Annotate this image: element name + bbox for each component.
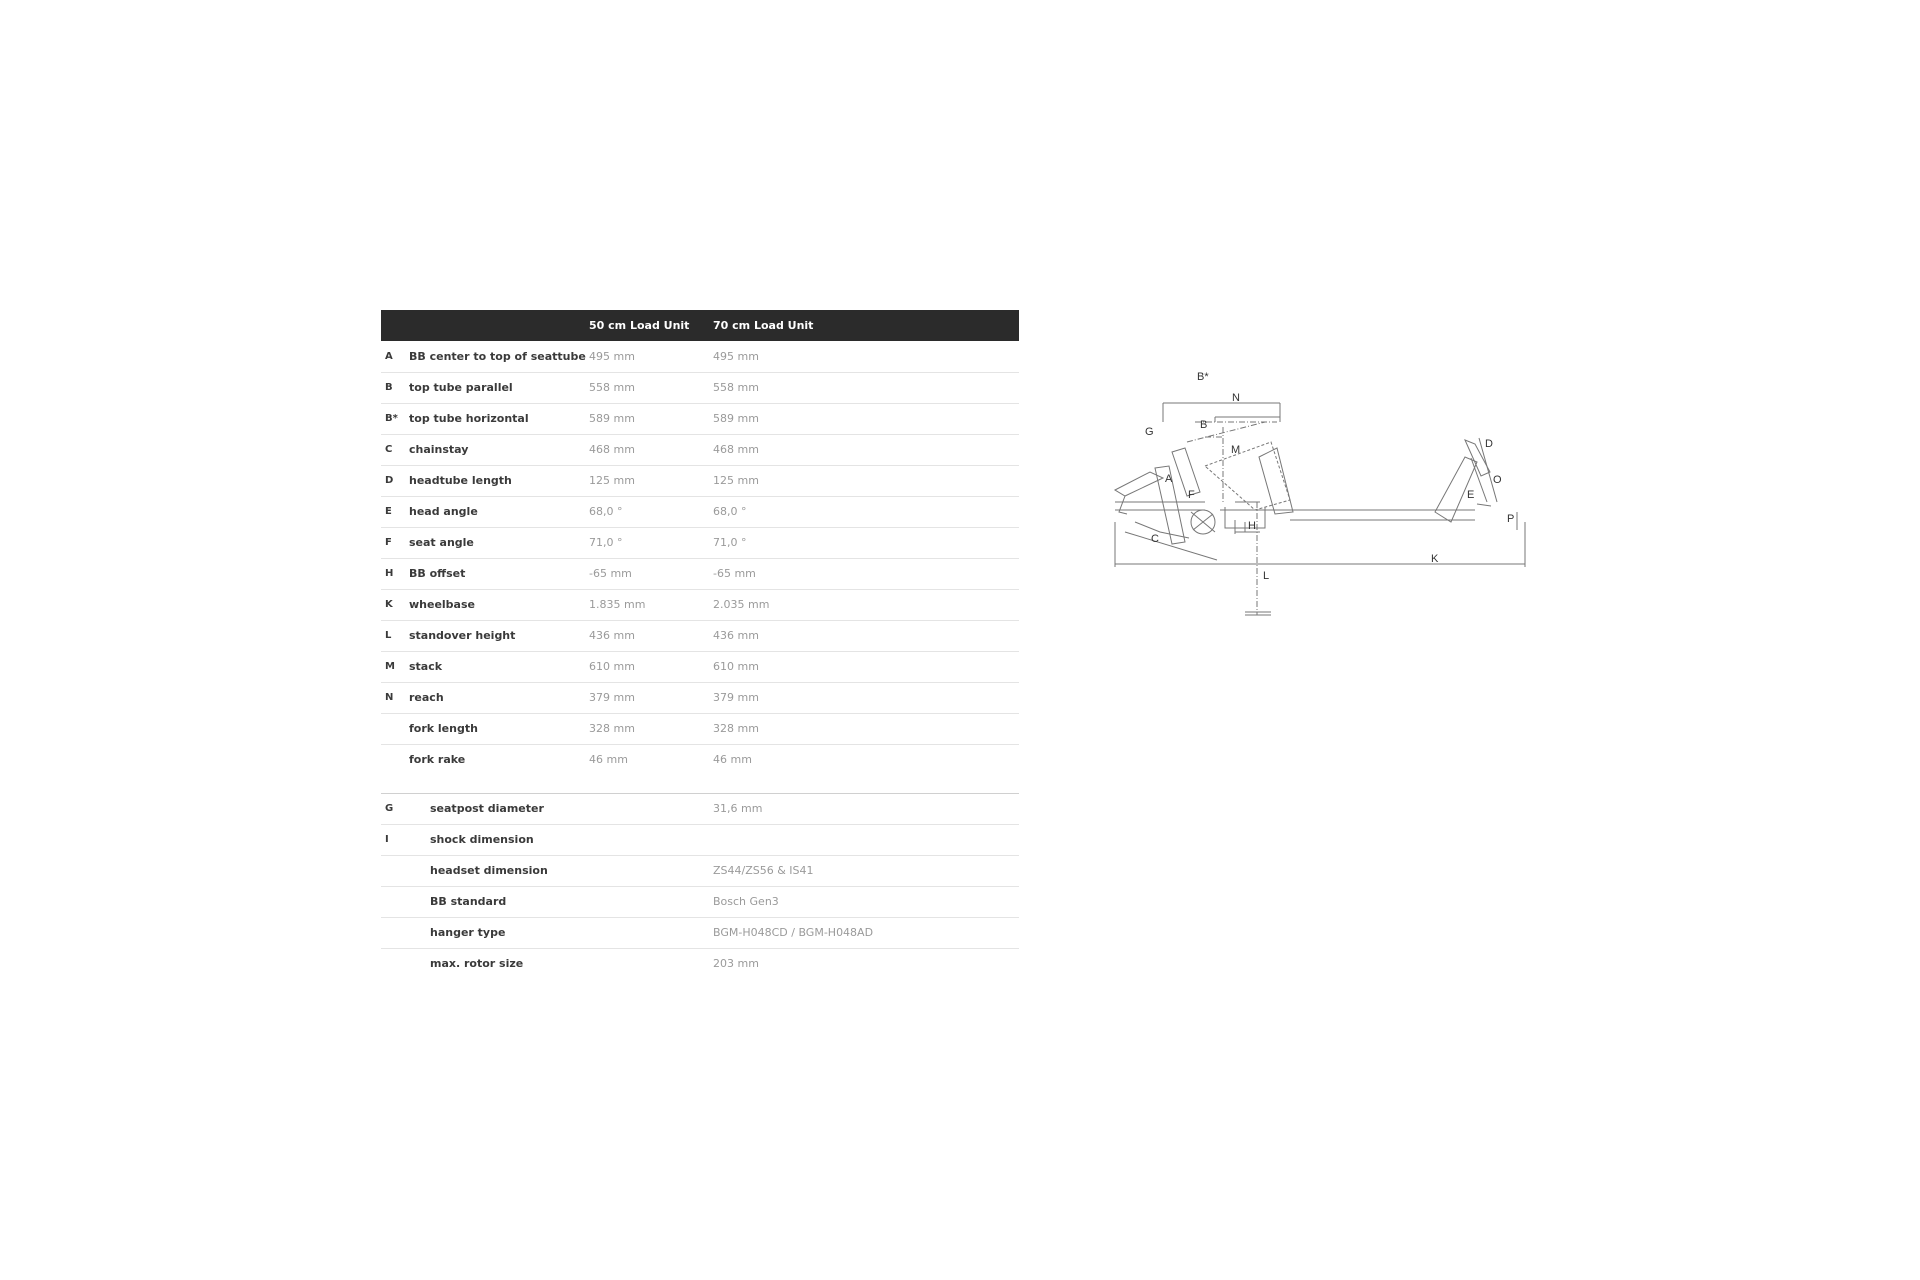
header-50cm: 50 cm Load Unit [589, 319, 690, 332]
value-70cm: 610 mm [713, 660, 759, 673]
label-p: P [1507, 513, 1515, 525]
table-row [381, 527, 1019, 558]
label-b: B [1200, 419, 1208, 431]
value-50cm: 589 mm [589, 412, 635, 425]
label-n: N [1232, 392, 1240, 404]
spec-letter: G [385, 803, 394, 814]
spec-letter [381, 886, 409, 917]
value-70cm: 71,0 ° [713, 536, 747, 549]
spec-label: headset dimension [430, 864, 548, 877]
spec-label: max. rotor size [430, 957, 524, 971]
table-row [381, 682, 1019, 713]
row-label: reach [409, 691, 444, 704]
row-label: top tube horizontal [409, 412, 529, 425]
value-70cm: 328 mm [713, 722, 759, 735]
row-label: head angle [409, 505, 478, 518]
rear-frame-drawing [1115, 448, 1215, 544]
row-label: headtube length [409, 474, 512, 487]
row-letter: M [385, 661, 395, 672]
spec-row [381, 793, 1019, 824]
spec-letter [381, 917, 409, 948]
value-50cm: 558 mm [589, 381, 635, 394]
bike-geometry-diagram [1105, 362, 1565, 632]
row-label: fork rake [409, 753, 466, 767]
row-letter: E [385, 506, 392, 517]
label-b-star: B* [1197, 371, 1209, 383]
spec-label: seatpost diameter [430, 802, 544, 815]
row-letter: F [385, 537, 392, 548]
row-label: standover height [409, 629, 516, 642]
spec-label: shock dimension [430, 833, 534, 846]
table-header-row [381, 310, 1019, 341]
spec-letter: I [385, 834, 389, 845]
section-divider [381, 775, 1019, 793]
value-70cm: 46 mm [713, 753, 752, 767]
table-row [381, 496, 1019, 527]
table-row [381, 465, 1019, 496]
spec-row [381, 917, 1019, 948]
geometry-table [381, 310, 1019, 979]
spec-letter [381, 855, 409, 886]
value-70cm: 436 mm [713, 629, 759, 642]
header-letter [381, 310, 409, 341]
row-label: BB offset [409, 567, 466, 580]
row-letter: L [385, 630, 392, 641]
label-f: F [1188, 489, 1195, 501]
value-50cm: 1.835 mm [589, 598, 646, 611]
value-50cm: 379 mm [589, 691, 635, 704]
main-frame-drawing [1205, 442, 1475, 534]
row-label: stack [409, 660, 443, 673]
table-row [381, 744, 1019, 775]
row-letter: K [385, 599, 393, 610]
spec-label: hanger type [430, 926, 506, 939]
row-letter [381, 744, 409, 775]
value-50cm: 468 mm [589, 443, 635, 456]
value-70cm: 379 mm [713, 691, 759, 704]
value-70cm: 495 mm [713, 349, 759, 363]
table-row [381, 341, 1019, 372]
spec-value: BGM-H048CD / BGM-H048AD [713, 926, 874, 939]
row-label: fork length [409, 722, 478, 735]
spec-row [381, 824, 1019, 855]
spec-value: 31,6 mm [713, 802, 763, 815]
spec-row [381, 886, 1019, 917]
row-letter: N [385, 692, 394, 703]
value-50cm: -65 mm [589, 567, 632, 580]
row-label: seat angle [409, 536, 474, 549]
row-letter: B [385, 382, 393, 393]
svg-defs [0, 0, 1, 1]
label-h: H [1248, 520, 1256, 532]
table-row [381, 713, 1019, 744]
spec-label: BB standard [430, 895, 507, 908]
table-row [381, 372, 1019, 403]
row-label: top tube parallel [409, 381, 513, 394]
label-e: E [1467, 489, 1475, 501]
value-50cm: 495 mm [589, 349, 635, 363]
row-label: BB center to top of seattube [409, 349, 586, 363]
table-row [381, 558, 1019, 589]
label-k: K [1431, 553, 1439, 565]
row-letter: H [385, 568, 394, 579]
spec-letter [381, 948, 409, 979]
spec-row [381, 855, 1019, 886]
spec-value: 203 mm [713, 957, 759, 971]
spec-value [713, 824, 1019, 855]
value-70cm: 2.035 mm [713, 598, 770, 611]
label-l: L [1263, 570, 1270, 582]
value-70cm: 589 mm [713, 412, 759, 425]
label-c: C [1151, 533, 1159, 545]
value-70cm: 125 mm [713, 474, 759, 487]
value-70cm: 68,0 ° [713, 505, 747, 518]
dimension-lines [1115, 403, 1525, 615]
value-50cm: 71,0 ° [589, 536, 623, 549]
spec-row [381, 948, 1019, 979]
value-70cm: 468 mm [713, 443, 759, 456]
row-letter: A [385, 350, 393, 362]
table-row [381, 620, 1019, 651]
value-70cm: 558 mm [713, 381, 759, 394]
row-label: chainstay [409, 443, 469, 456]
value-50cm: 125 mm [589, 474, 635, 487]
table-row [381, 589, 1019, 620]
label-d: D [1485, 438, 1493, 450]
row-letter [381, 713, 409, 744]
row-letter: C [385, 444, 393, 455]
value-50cm: 328 mm [589, 722, 635, 735]
spec-value: ZS44/ZS56 & IS41 [713, 864, 814, 877]
row-letter: D [385, 475, 394, 486]
label-o: O [1493, 474, 1502, 486]
value-50cm: 46 mm [589, 753, 628, 767]
table-row [381, 651, 1019, 682]
row-letter: B* [385, 413, 398, 424]
table-row [381, 403, 1019, 434]
value-50cm: 436 mm [589, 629, 635, 642]
value-50cm: 68,0 ° [589, 505, 623, 518]
header-label [409, 310, 589, 341]
label-m: M [1231, 444, 1241, 456]
spec-value: Bosch Gen3 [713, 895, 779, 908]
label-g: G [1145, 426, 1154, 438]
table-row [381, 434, 1019, 465]
label-a: A [1165, 473, 1173, 485]
value-50cm: 610 mm [589, 660, 635, 673]
header-70cm: 70 cm Load Unit [713, 319, 814, 332]
value-70cm: -65 mm [713, 567, 756, 580]
row-label: wheelbase [409, 598, 475, 611]
